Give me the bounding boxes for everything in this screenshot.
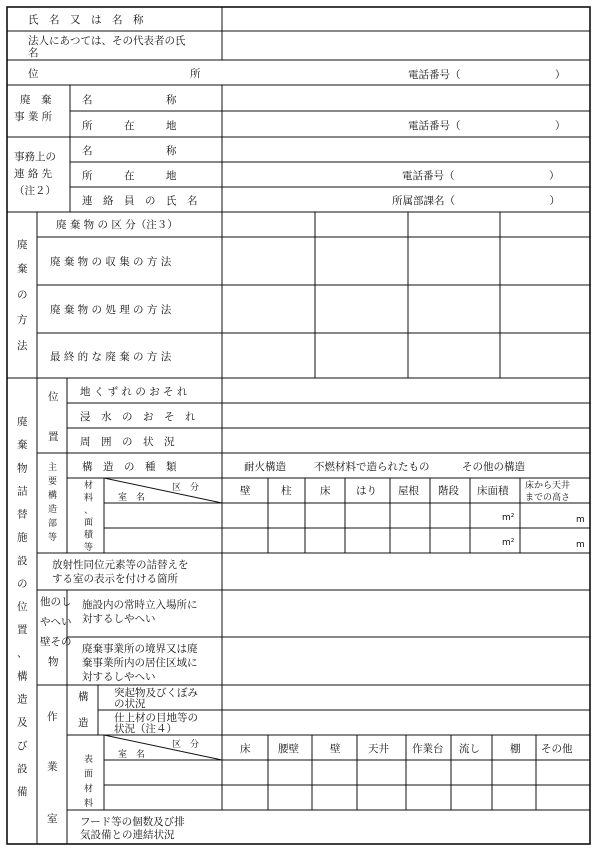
contact-dept: 所属部課名（ ） <box>392 195 560 207</box>
material-label-char: 料 <box>84 493 94 504</box>
shielding-onsite-1: 施設内の常時立入場所に <box>82 599 198 611</box>
radiation-label-1: 放射性同位元素等の詰替えを <box>52 559 189 571</box>
representative-label-2: 名 <box>28 47 39 59</box>
material-label-char: 等 <box>84 543 94 553</box>
waste-collection-label: 廃 棄 物 の 収 集 の 方 法 <box>50 256 172 268</box>
unit-area-2: m² <box>502 538 515 548</box>
col-pillar: 柱 <box>281 485 292 497</box>
workroom-room-label: 室 名 <box>118 750 146 760</box>
wcol-shelf: 棚 <box>510 743 521 755</box>
facility-side-label <box>17 415 28 798</box>
col-beam: はり <box>356 485 377 497</box>
workroom-side-2: 業 <box>47 761 58 773</box>
form-border <box>7 7 590 844</box>
wcol-floor: 床 <box>240 743 251 755</box>
representative-label: 法人にあつては、その代表者の氏 <box>28 35 186 47</box>
facility-side-char: 位 <box>17 601 28 613</box>
applicant-phone: 電話番号（ ） <box>408 69 566 81</box>
shielding-boundary-1: 廃棄事業所の境界又は廃 <box>82 643 198 655</box>
facility-side-char: 廃 <box>17 416 28 428</box>
facility-side-char: び <box>17 739 28 752</box>
structure-room-label: 室 名 <box>118 493 146 503</box>
address-label-a: 位 <box>28 68 39 80</box>
shielding-side-4: 物 <box>48 656 59 668</box>
facility-side-char: 構 <box>17 670 28 683</box>
unit-height-1: m <box>576 515 585 525</box>
finish-label-1: 仕上材の目地等の <box>114 712 198 724</box>
facility-side-char: 設 <box>17 762 28 775</box>
wcol-ceiling: 天井 <box>368 743 389 755</box>
facility-side-char: 物 <box>17 462 28 475</box>
struct-group-char: 構 <box>48 491 58 501</box>
col-ceiling-height-2: までの高さ <box>525 493 571 503</box>
contact-name-label: 名 称 <box>82 145 177 157</box>
facility-side-char: 置 <box>17 624 28 637</box>
struct-group-char: 造 <box>48 505 58 515</box>
workplace-name-label: 名 称 <box>82 94 177 106</box>
structure-type-label: 構 造 の 種 類 <box>82 461 177 473</box>
contact-group-2: 連 絡 先 <box>14 168 53 180</box>
final-disposal-label: 最 終 的 な 廃 棄 の 方 法 <box>50 351 172 363</box>
shielding-side-3: 壁その <box>40 636 72 648</box>
wcol-wainscot: 腰壁 <box>278 743 299 755</box>
unit-area-1: m² <box>502 513 515 523</box>
workroom-struct-2: 造 <box>78 717 89 729</box>
col-roof: 屋根 <box>398 485 419 497</box>
facility-side-char: 備 <box>17 786 28 798</box>
svg-text:の: の <box>17 289 28 301</box>
shielding-onsite-2: 対するしやへい <box>82 613 156 625</box>
struct-group-char: 等 <box>48 533 58 543</box>
form-grid-lines <box>7 7 590 844</box>
hood-label-2: 気設備との連結状況 <box>80 829 175 841</box>
material-label-char: 材 <box>84 481 94 491</box>
facility-side-char: 及 <box>17 716 28 729</box>
wcol-wall: 壁 <box>330 743 341 755</box>
facility-side-char: 造 <box>17 693 28 706</box>
shielding-side-2: やへい <box>40 616 72 628</box>
location-label-2: 置 <box>48 431 59 443</box>
contact-group-3: （注２） <box>14 185 56 197</box>
material-label-char: 積 <box>84 530 94 541</box>
facility-side-char: 、 <box>17 647 28 660</box>
hood-label-1: フード等の個数及び排 <box>80 816 185 828</box>
wcol-sink: 流し <box>459 743 480 755</box>
contact-phone: 電話番号（ ） <box>402 170 560 182</box>
surface-label-char: 材 <box>84 784 94 795</box>
surface-label-char: 料 <box>84 799 94 809</box>
structure-type-other: その他の構造 <box>462 461 525 473</box>
projection-label-1: 突起物及びくぼみ <box>114 687 198 699</box>
structure-group-label <box>48 461 57 543</box>
contact-group-1: 事務上の <box>14 151 56 163</box>
workroom-side-1: 作 <box>47 711 58 723</box>
col-floor-area: 床面積 <box>477 485 509 497</box>
facility-side-char: 施 <box>17 531 28 544</box>
facility-side-char: 設 <box>17 554 28 567</box>
contact-person-label: 連 絡 員 の 氏 名 <box>82 195 198 207</box>
projection-label-2: の状況 <box>114 698 146 710</box>
surroundings-label: 周 囲 の 状 況 <box>80 436 175 448</box>
svg-text:廃: 廃 <box>17 239 28 251</box>
address-label-b: 所 <box>190 68 201 80</box>
wcol-other: その他 <box>541 743 573 755</box>
workplace-phone: 電話番号（ ） <box>408 120 566 132</box>
waste-treatment-label: 廃 棄 物 の 処 理 の 方 法 <box>50 304 172 316</box>
contact-address-label: 所 在 地 <box>82 170 177 182</box>
waste-category-label: 廃 棄 物 の 区 分（注３） <box>56 219 178 231</box>
finish-label-2: 状況（注４） <box>114 723 177 735</box>
structure-type-fireproof: 耐火構造 <box>244 461 286 473</box>
col-ceiling-height-1: 床から天井 <box>525 481 571 491</box>
workplace-group-2: 事 業 所 <box>14 111 53 123</box>
svg-text:方: 方 <box>17 314 28 326</box>
shielding-boundary-3: 対するしやへい <box>82 671 156 683</box>
surface-label-char: 表 <box>84 755 94 765</box>
disposal-side-label <box>17 238 28 352</box>
flood-risk-label: 浸 水 の お そ れ <box>80 411 196 423</box>
surface-label-char: 面 <box>84 769 94 780</box>
applicant-name-label: 氏 名 又 は 名 称 <box>28 14 144 26</box>
wcol-workbench: 作業台 <box>412 743 444 755</box>
svg-text:棄: 棄 <box>17 263 28 275</box>
facility-side-char: 棄 <box>17 439 28 452</box>
structure-type-noncombustible: 不燃材料で造られたもの <box>314 461 430 473</box>
shielding-boundary-2: 棄事業所内の居住区域に <box>82 657 198 669</box>
material-label <box>84 479 94 553</box>
struct-group-char: 要 <box>48 477 58 487</box>
struct-group-char: 主 <box>48 463 58 473</box>
material-label-char: 面 <box>84 518 94 529</box>
col-stairs: 階段 <box>438 485 459 497</box>
shielding-side-1: 他のし <box>40 596 72 608</box>
workroom-struct-1: 構 <box>78 691 89 703</box>
workroom-division-label: 区 分 <box>172 740 200 750</box>
surface-material-label <box>84 753 93 809</box>
structure-division-label: 区 分 <box>172 483 200 493</box>
landslide-risk-label: 地 く ず れ の お そ れ <box>80 386 188 398</box>
col-wall: 壁 <box>240 485 251 497</box>
facility-side-char: 詰 <box>17 485 28 498</box>
col-floor: 床 <box>320 485 331 497</box>
svg-text:法: 法 <box>17 340 28 352</box>
workplace-group-1: 廃 棄 <box>20 94 52 106</box>
radiation-label-2: する室の表示を付ける箇所 <box>52 573 178 585</box>
location-label-1: 位 <box>48 391 59 403</box>
facility-side-char: 替 <box>17 508 28 521</box>
material-label-char: 、 <box>84 505 94 516</box>
workplace-address-label: 所 在 地 <box>82 120 177 132</box>
workroom-side-3: 室 <box>47 813 58 825</box>
facility-side-char: の <box>17 577 28 590</box>
struct-group-char: 部 <box>48 519 58 529</box>
unit-height-2: m <box>576 540 585 550</box>
